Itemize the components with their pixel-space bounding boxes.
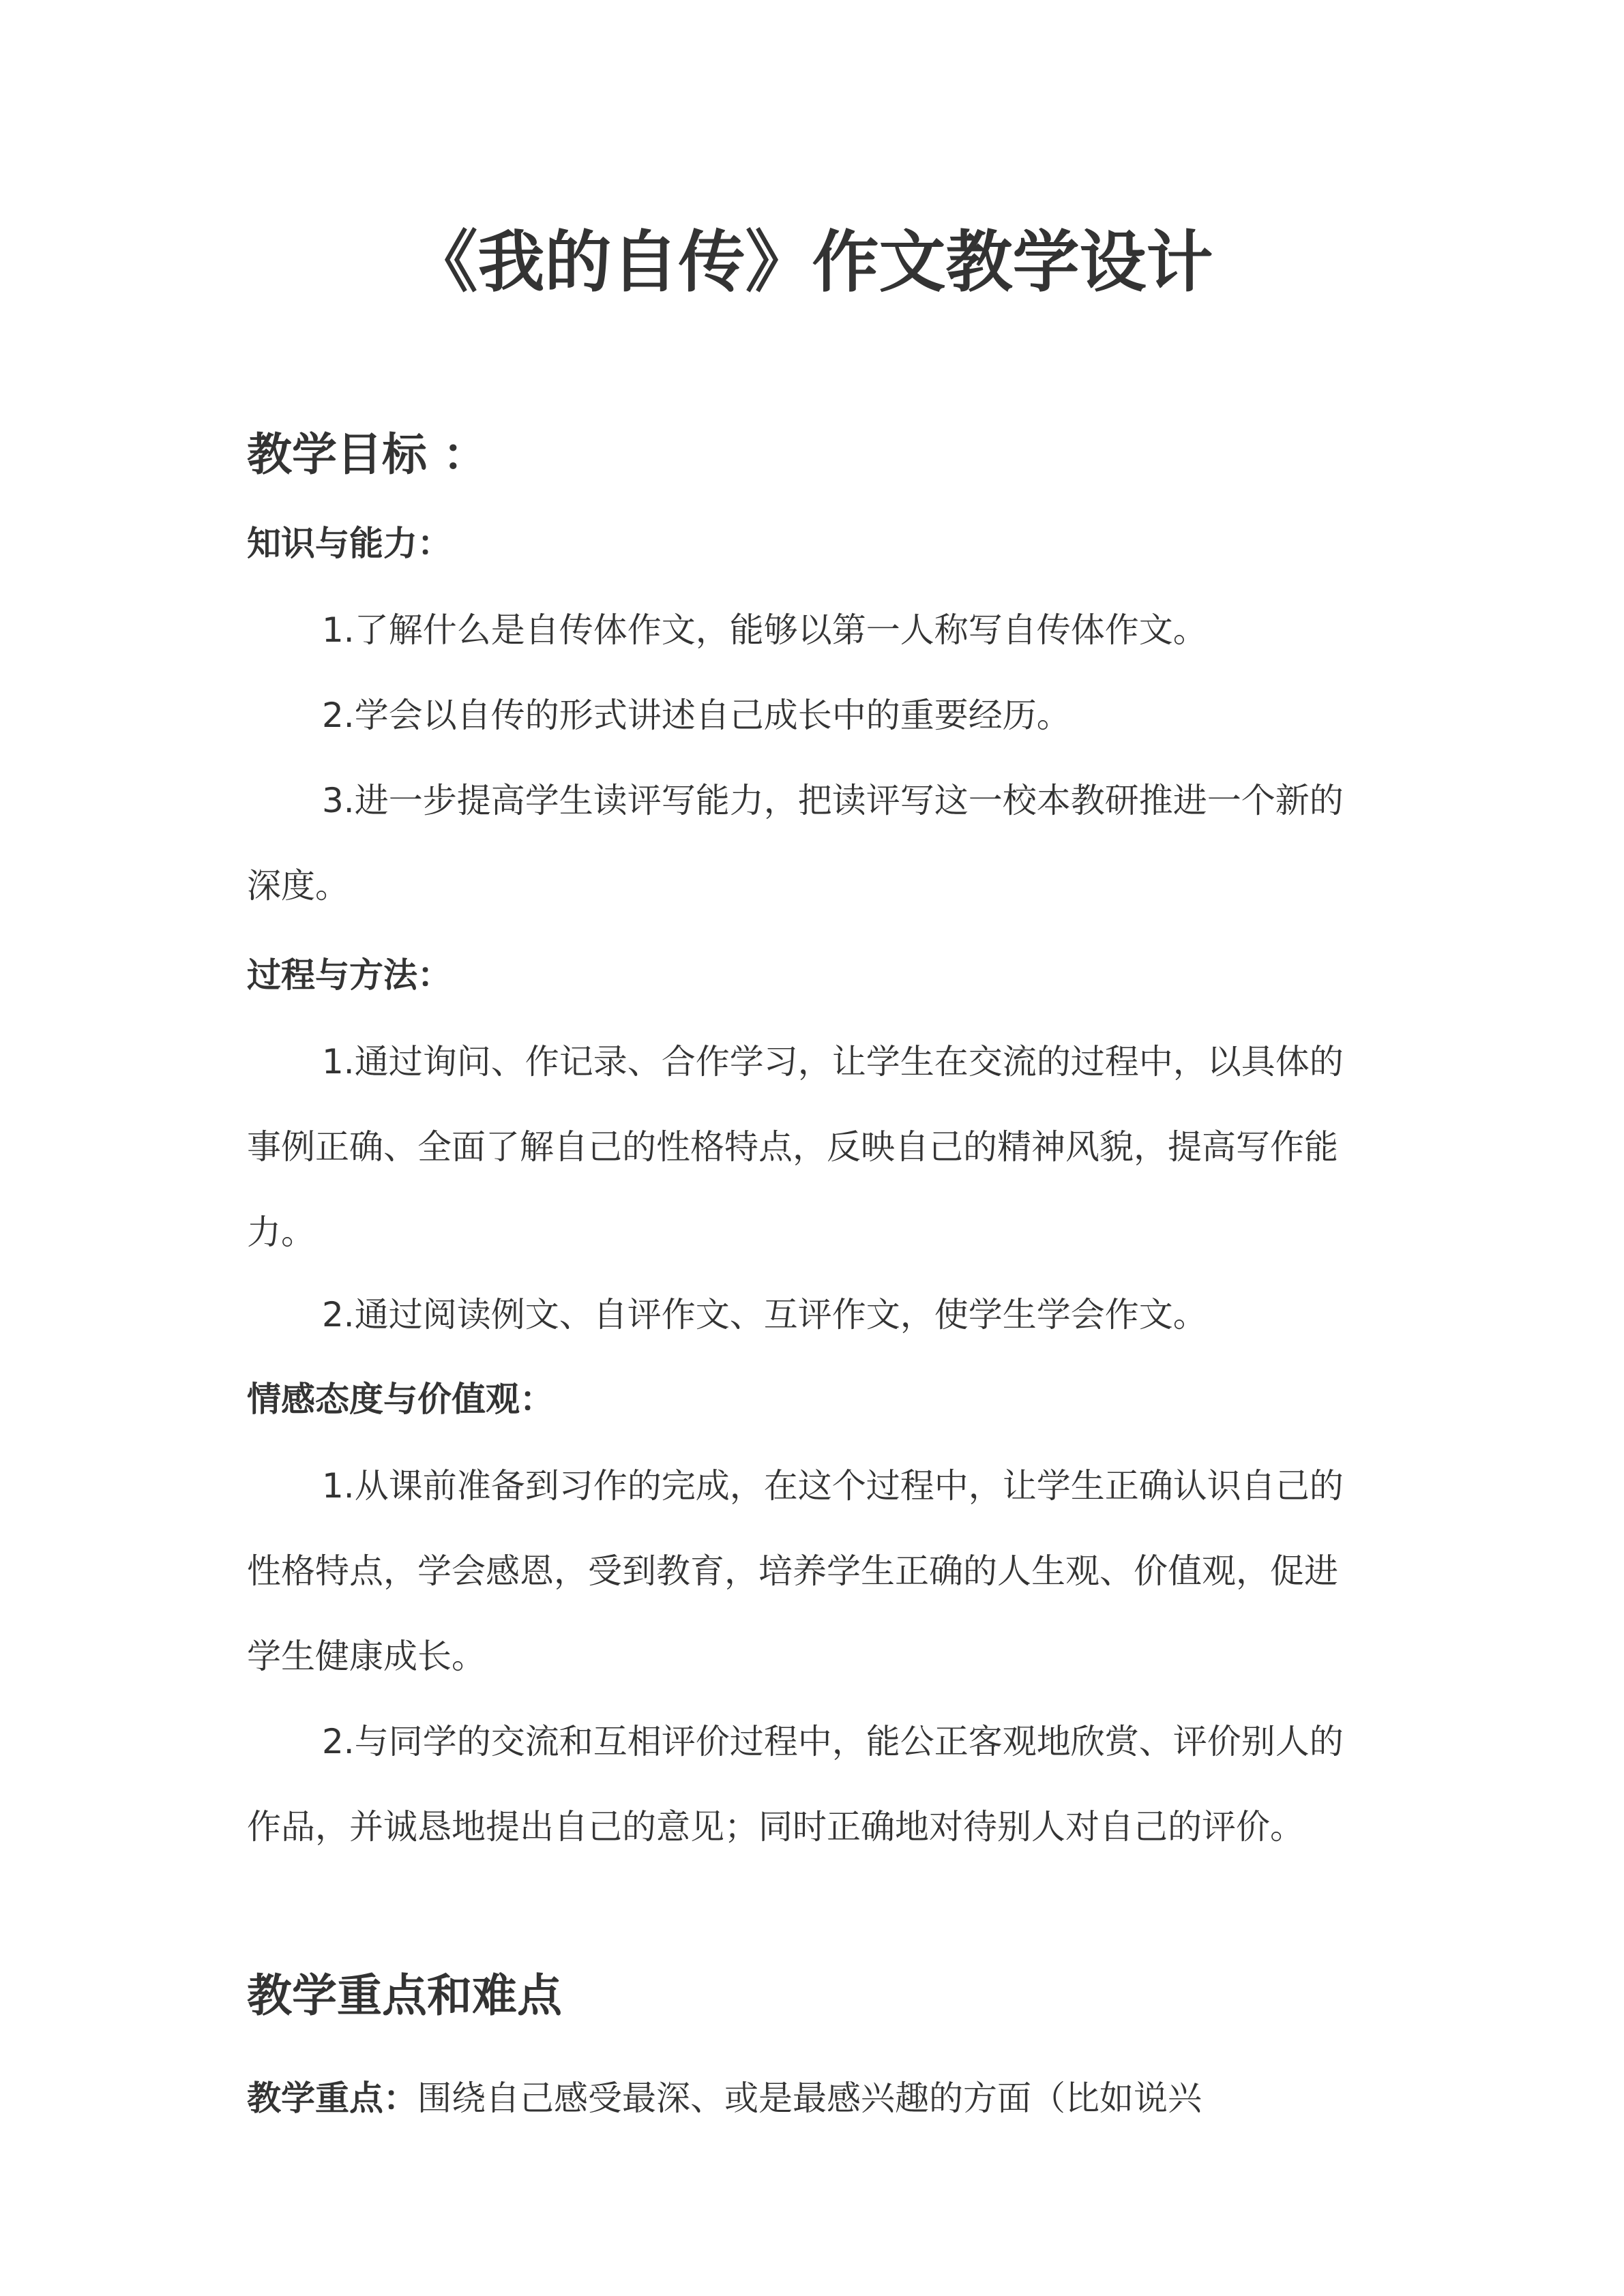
subheading-knowledge: 知识与能力： (247, 524, 452, 563)
list-item: 2.学会以自传的形式讲述自己成长中的重要经历。 (322, 696, 1071, 735)
list-item: 1.通过询问、作记录、合作学习，让学生在交流的过程中，以具体的事例正确、全面了解自己的性格特点，反映自己的精神风貌，提高写作能力。 (247, 1042, 1344, 1252)
subheading-emotion: 情感态度与价值观： (247, 1380, 554, 1419)
key-point-paragraph (247, 2074, 1365, 2122)
list-item: 3.进一步提高学生读评写能力，把读评写这一校本教研推进一个新的深度。 (247, 781, 1344, 906)
section-heading-key-points: 教学重点和难点 (247, 1969, 562, 2022)
list-item: 1.从课前准备到习作的完成，在这个过程中，让学生正确认识自己的性格特点，学会感恩，受到教育，培养学生正确的人生观、价值观，促进学生健康成长。 (247, 1466, 1344, 1676)
key-point-text: 围绕自己感受最深、或是最感兴趣的方面（比如说兴 (417, 2078, 1202, 2118)
list-item: 1.了解什么是自传体作文，能够以第一人称写自传体作文。 (322, 610, 1207, 650)
section-heading-objectives: 教学目标 ： (247, 428, 488, 481)
list-item: 2.通过阅读例文、自评作文、互评作文，使学生学会作文。 (322, 1295, 1207, 1335)
key-point-label: 教学重点： (247, 2078, 417, 2118)
subheading-process: 过程与方法： (247, 955, 452, 995)
list-item: 2.与同学的交流和互相评价过程中，能公正客观地欣赏、评价别人的作品，并诚恳地提出自己的意见；同时正确地对待别人对自己的评价。 (247, 1722, 1344, 1847)
document-title: 《我的自传》作文教学设计 (411, 224, 1213, 301)
